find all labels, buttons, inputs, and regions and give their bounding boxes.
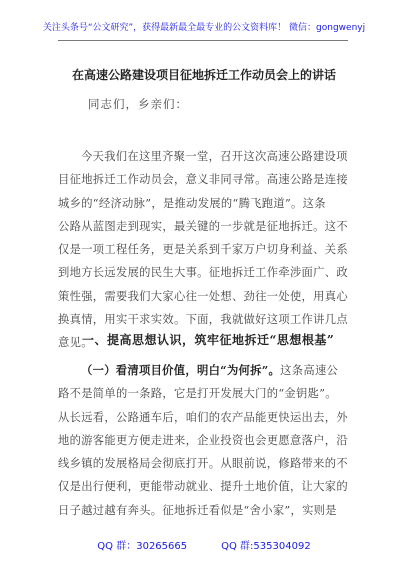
paragraph-line: 策性强，需要我们大家心往一处想、劲往一处使，用真心 (58, 289, 348, 303)
footer-contacts (0, 537, 408, 552)
salutation: 同志们，乡亲们： (88, 97, 188, 111)
header-banner: 关注头条号“公文研究”，获得最新最全最专业的公文资料库！ 微信：gongwenyj (42, 23, 366, 33)
subheading-1: （一）看清项目价值，明白“为何拆”。 (81, 363, 281, 377)
footer-qq-group-2: QQ 群:535304092 (221, 541, 311, 552)
paragraph-line: 日子越过越有奔头。征地拆迁看似是“舍小家”，实则是 (58, 503, 337, 517)
paragraph-line: 地的游客能更方便走进来，企业投资也会更愿意落户，沿 (58, 433, 348, 447)
paragraph-line: 目征地拆迁工作动员会，意义非同寻常。高速公路是连接 (58, 173, 348, 187)
paragraph-intro (58, 145, 350, 355)
paragraph-line: 公路从蓝图走到现实，最关键的一步就是征地拆迁。这不 (58, 219, 348, 233)
paragraph-line: 意见。 (58, 336, 93, 350)
footer-qq-group-1: QQ 群：30265665 (97, 541, 188, 552)
paragraph-line: 到地方长远发展的民生大事。征地拆迁工作牵涉面广、政 (58, 266, 348, 280)
paragraph-line: 今天我们在这里齐聚一堂，召开这次高速公路建设项 (81, 150, 348, 163)
paragraph-line-first (58, 359, 350, 382)
paragraph-line: 路不是简单的一条路，它是打开发展大门的“金钥匙”。 (58, 387, 337, 401)
header-divider (58, 40, 348, 41)
paragraph-line: 线乡镇的发展格局会彻底打开。从眼前说，修路带来的不 (58, 457, 348, 471)
paragraph-line: 仅是一项工程任务，更是关系到千家万户切身利益、关系 (58, 243, 348, 257)
paragraph-line: 仅是出行便利，更能带动就业、提升土地价值，让大家的 (58, 480, 348, 494)
paragraph-section-1 (58, 359, 350, 522)
paragraph-line: 从长远看，公路通车后，咱们的农产品能更快运出去，外 (58, 410, 348, 424)
document-title: 在高速公路建设项目征地拆迁工作动员会上的讲话 (71, 68, 336, 82)
section-heading-1: 一、提高思想认识，筑牢征地拆迁“思想根基” (82, 333, 335, 347)
paragraph-line: 换真情，用实干求实效。下面，我就做好这项工作讲几点 (58, 313, 348, 327)
paragraph-line: 城乡的“经济动脉”，是推动发展的“腾飞跑道”。这条 (58, 196, 326, 210)
paragraph-lead-tail: 这条高速公 (280, 364, 339, 377)
